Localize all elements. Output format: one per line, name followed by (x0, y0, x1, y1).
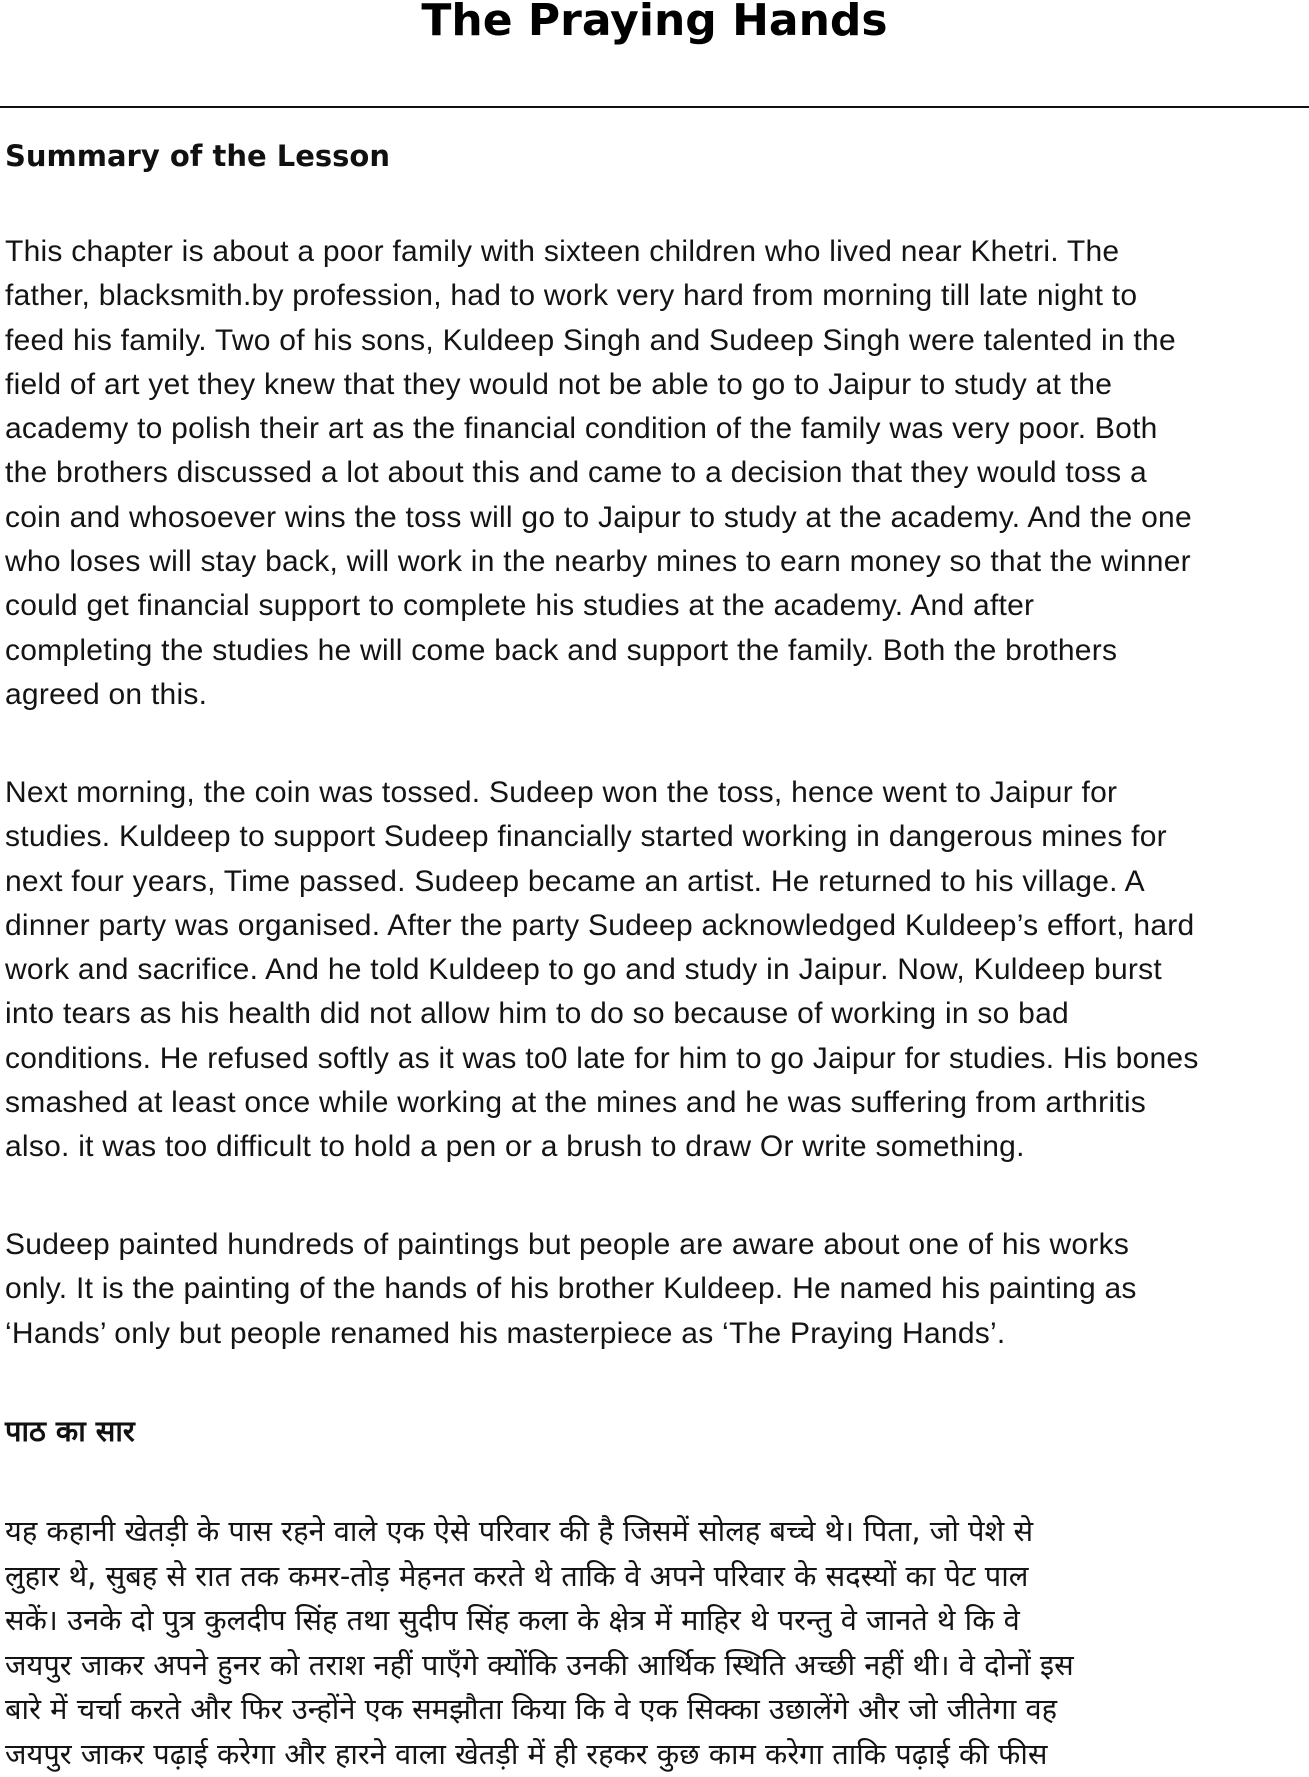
summary-paragraph-1: This chapter is about a poor family with sixteen children who lived near Khetri. The father, blacksmith.by profession, had to work very hard from morning till late night to feed his family. Two of his sons, Kuldeep Singh and Sudeep Singh were talented in the field of art yet they knew that they would not be able to go to Jaipur to study at the academy to polish their art as the financial condition of the family was very poor. Both the brothers discussed a lot about this and came to a decision that they would toss a coin and whosoever wins the toss will go to Jaipur to study at the academy. And the one who loses will stay back, will work in the nearby mines to earn money so that the winner could get financial support to complete his studies at the academy. And after completing the studies he will come back and support the family. Both the brothers agreed on this. (5, 235, 1192, 711)
summary-paragraph-3: Sudeep painted hundreds of paintings but people are aware about one of his works only. It is the painting of the hands of his brother Kuldeep. He named his painting as ‘Hands’ only but people renamed his masterpiece as ‘The Praying Hands’. (5, 1228, 1137, 1350)
page-title: The Praying Hands (421, 0, 888, 46)
hindi-section-heading: पाठ का सार (5, 1414, 135, 1448)
summary-paragraph-2: Next morning, the coin was tossed. Sudeep won the toss, hence went to Jaipur for studies. Kuldeep to support Sudeep financially started working in dangerous mines for next four years, Time passed. Sudeep became an artist. He returned to his village. A dinner party was organised. After the party Sudeep acknowledged Kuldeep’s effort, hard work and sacrifice. And he told Kuldeep to go and study in Jaipur. Now, Kuldeep burst into tears as his health did not allow him to do so because of working in so bad conditions. He refused softly as it was to0 late for him to go Jaipur for studies. His bones smashed at least once while working at the mines and he was suffering from arthritis also. it was too difficult to hold a pen or a brush to draw Or write something. (5, 776, 1199, 1164)
hindi-summary-paragraph: यह कहानी खेतड़ी के पास रहने वाले एक ऐसे परिवार की है जिसमें सोलह बच्चे थे। पिता, जो पेशे से लुहार थे, सुबह से रात तक कमर-तोड़ मेहनत करते थे ताकि वे अपने परिवार के सदस्यों का पेट पाल सकें। उनके दो पुत्र कुलदीप सिंह तथा सुदीप सिंह कला के क्षेत्र में माहिर थे परन्तु वे जानते थे कि वे जयपुर जाकर अपने हुनर को तराश नहीं पाएँगे क्योंकि उनकी आर्थिक स्थिति अच्छी नहीं थी। वे दोनों इस बारे में चर्चा करते और फिर उन्होंने एक समझौता किया कि वे एक सिक्का उछालेंगे और जो जीतेगा वह जयपुर जाकर पढ़ाई करेगा और हारने वाला खेतड़ी में ही रहकर कुछ काम करेगा ताकि पढ़ाई की फीस (5, 1514, 1074, 1771)
section-heading: Summary of the Lesson (5, 139, 390, 173)
title-divider (0, 106, 1309, 108)
